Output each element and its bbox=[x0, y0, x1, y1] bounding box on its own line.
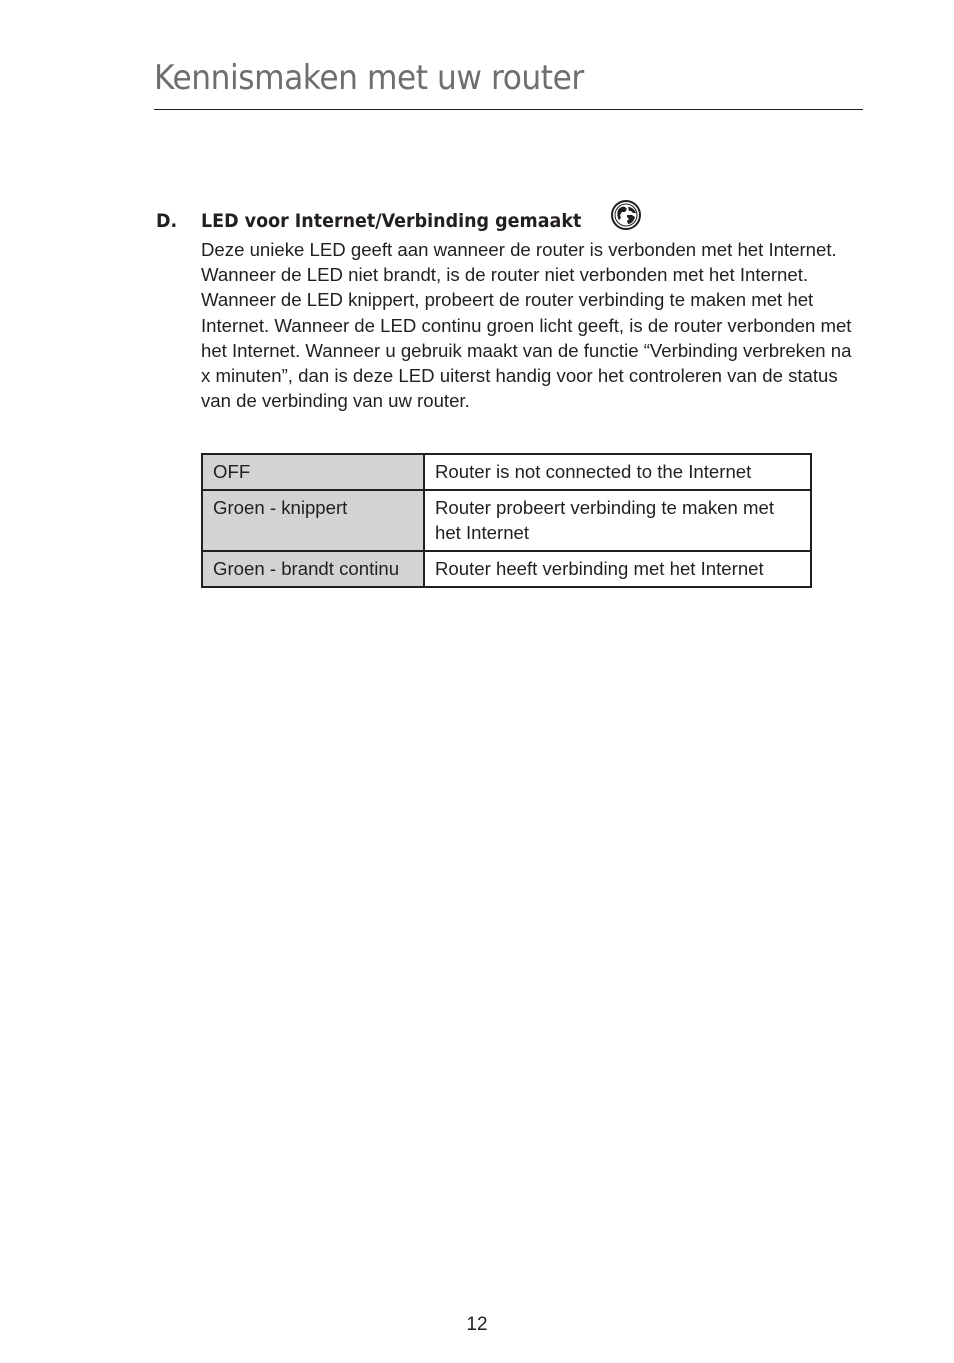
section-body-text: Deze unieke LED geeft aan wanneer de router is verbonden met het Internet. Wanneer de LED niet brandt, is de router niet verbonden met het Internet. Wanneer de LED knippert, probeert de router verbinding te maken met het Internet. Wanneer de LED continu groen licht geeft, is de router verbonden met het Internet. Wanneer u gebruik maakt van de functie “Verbinding verbreken na x minuten”, dan is deze LED uiterst handig voor het controleren van de status van de verbinding van uw router. bbox=[201, 239, 852, 412]
table-row bbox=[202, 454, 811, 490]
led-state-cell: OFF bbox=[202, 454, 424, 490]
led-state-cell: Groen - brandt continu bbox=[202, 551, 424, 587]
led-description-cell: Router is not connected to the Internet bbox=[424, 454, 811, 490]
page-header-title: Kennismaken met uw router bbox=[154, 58, 584, 98]
globe-icon bbox=[610, 199, 642, 231]
led-description-cell: Router probeert verbinding te maken met het Internet bbox=[424, 490, 811, 551]
led-state-cell: Groen - knippert bbox=[202, 490, 424, 551]
led-status-table bbox=[201, 453, 812, 588]
header-divider bbox=[154, 109, 863, 110]
table-row bbox=[202, 551, 811, 587]
section-heading: LED voor Internet/Verbinding gemaakt bbox=[201, 210, 582, 232]
section-letter: D. bbox=[156, 210, 178, 232]
page-number: 12 bbox=[466, 1314, 488, 1335]
table-row bbox=[202, 490, 811, 551]
led-description-cell: Router heeft verbinding met het Internet bbox=[424, 551, 811, 587]
